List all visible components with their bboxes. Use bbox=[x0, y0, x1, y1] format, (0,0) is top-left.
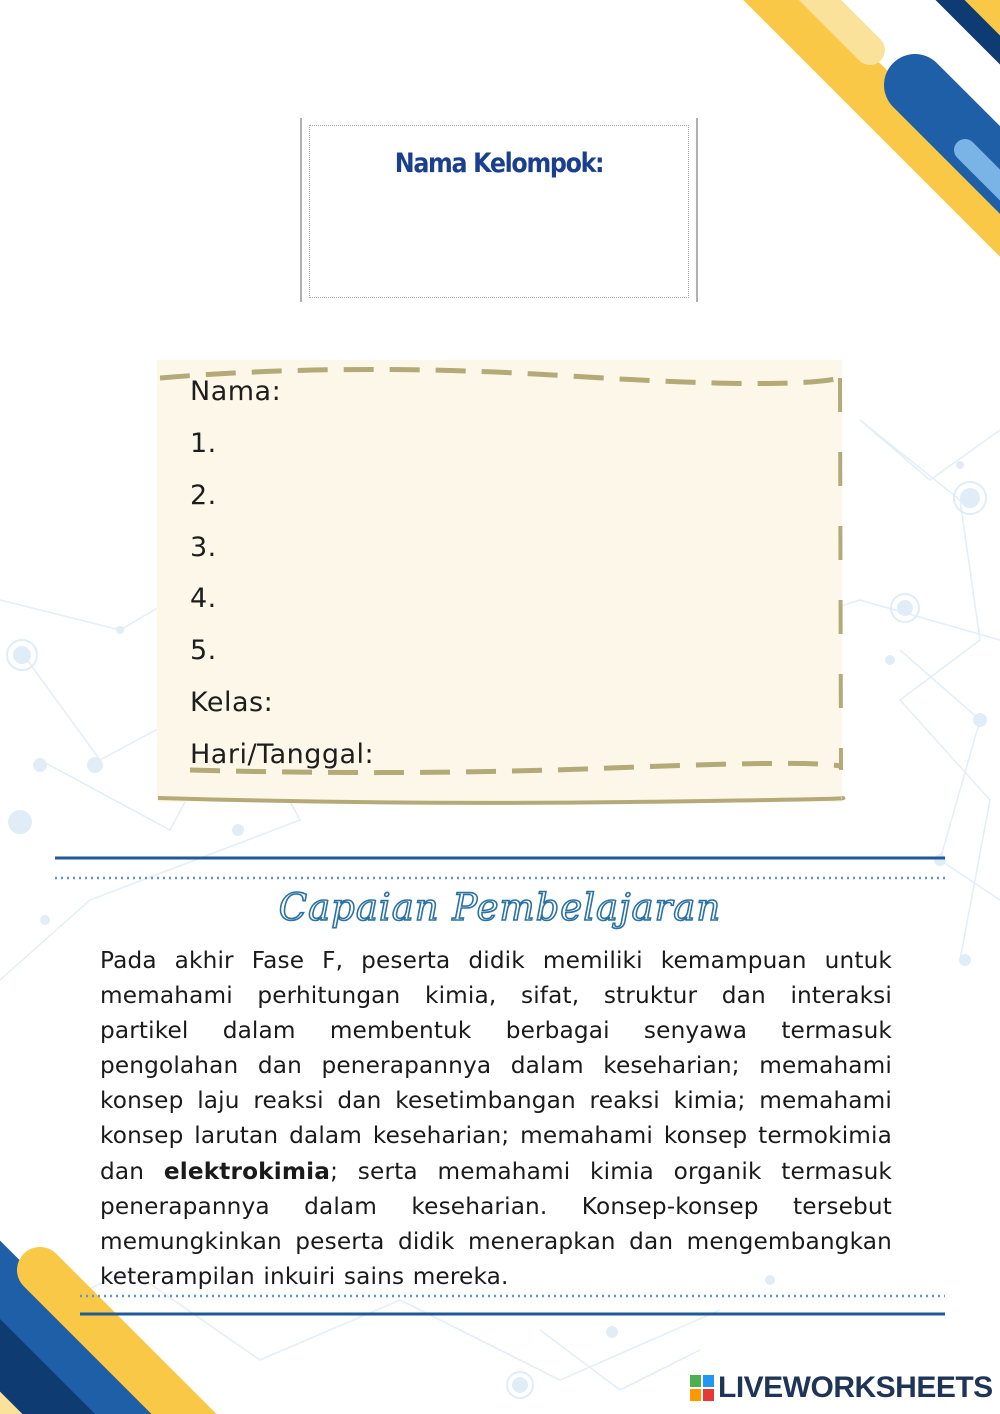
group-name-title: Nama Kelompok: bbox=[394, 148, 604, 179]
field-hari-tanggal: Hari/Tanggal: bbox=[190, 739, 375, 770]
field-member-4: 4. bbox=[190, 583, 217, 614]
paragraph-text-part-2: ; serta memahami kimia organik termasuk penerapannya dalam keseharian. Konsep-konsep tersebut memungkinkan peserta didik menerapkan dan mengembangkan keterampilan inkuiri sains mereka. bbox=[100, 1157, 892, 1290]
liveworksheets-watermark bbox=[690, 1370, 993, 1406]
field-member-5: 5. bbox=[190, 635, 217, 666]
learning-achievement-title: Capaian Pembelajaran bbox=[278, 886, 722, 929]
paragraph-bold-term: elektrokimia bbox=[163, 1157, 331, 1185]
group-name-box bbox=[300, 118, 698, 302]
watermark-text: LIVEWORKSHEETS bbox=[718, 1371, 993, 1404]
group-name-box-inner[interactable] bbox=[309, 125, 689, 298]
field-kelas: Kelas: bbox=[190, 687, 274, 718]
field-nama: Nama: bbox=[190, 376, 282, 407]
liveworksheets-logo-icon bbox=[690, 1375, 714, 1401]
field-member-2: 2. bbox=[190, 480, 217, 511]
learning-achievement-paragraph bbox=[100, 943, 892, 1294]
field-member-3: 3. bbox=[190, 532, 217, 563]
paragraph-text-part-1: Pada akhir Fase F, peserta didik memiliki kemampuan untuk memahami perhitungan kimia, sifat, struktur dan interaksi partikel dalam membentuk berbagai senyawa termasuk pengolahan dan penerapannya dalam keseharian; memahami konsep laju reaksi dan kesetimbangan reaksi kimia; memahami konsep larutan dalam keseharian; memahami konsep termokimia dan bbox=[100, 947, 892, 1185]
field-member-1: 1. bbox=[190, 428, 217, 459]
